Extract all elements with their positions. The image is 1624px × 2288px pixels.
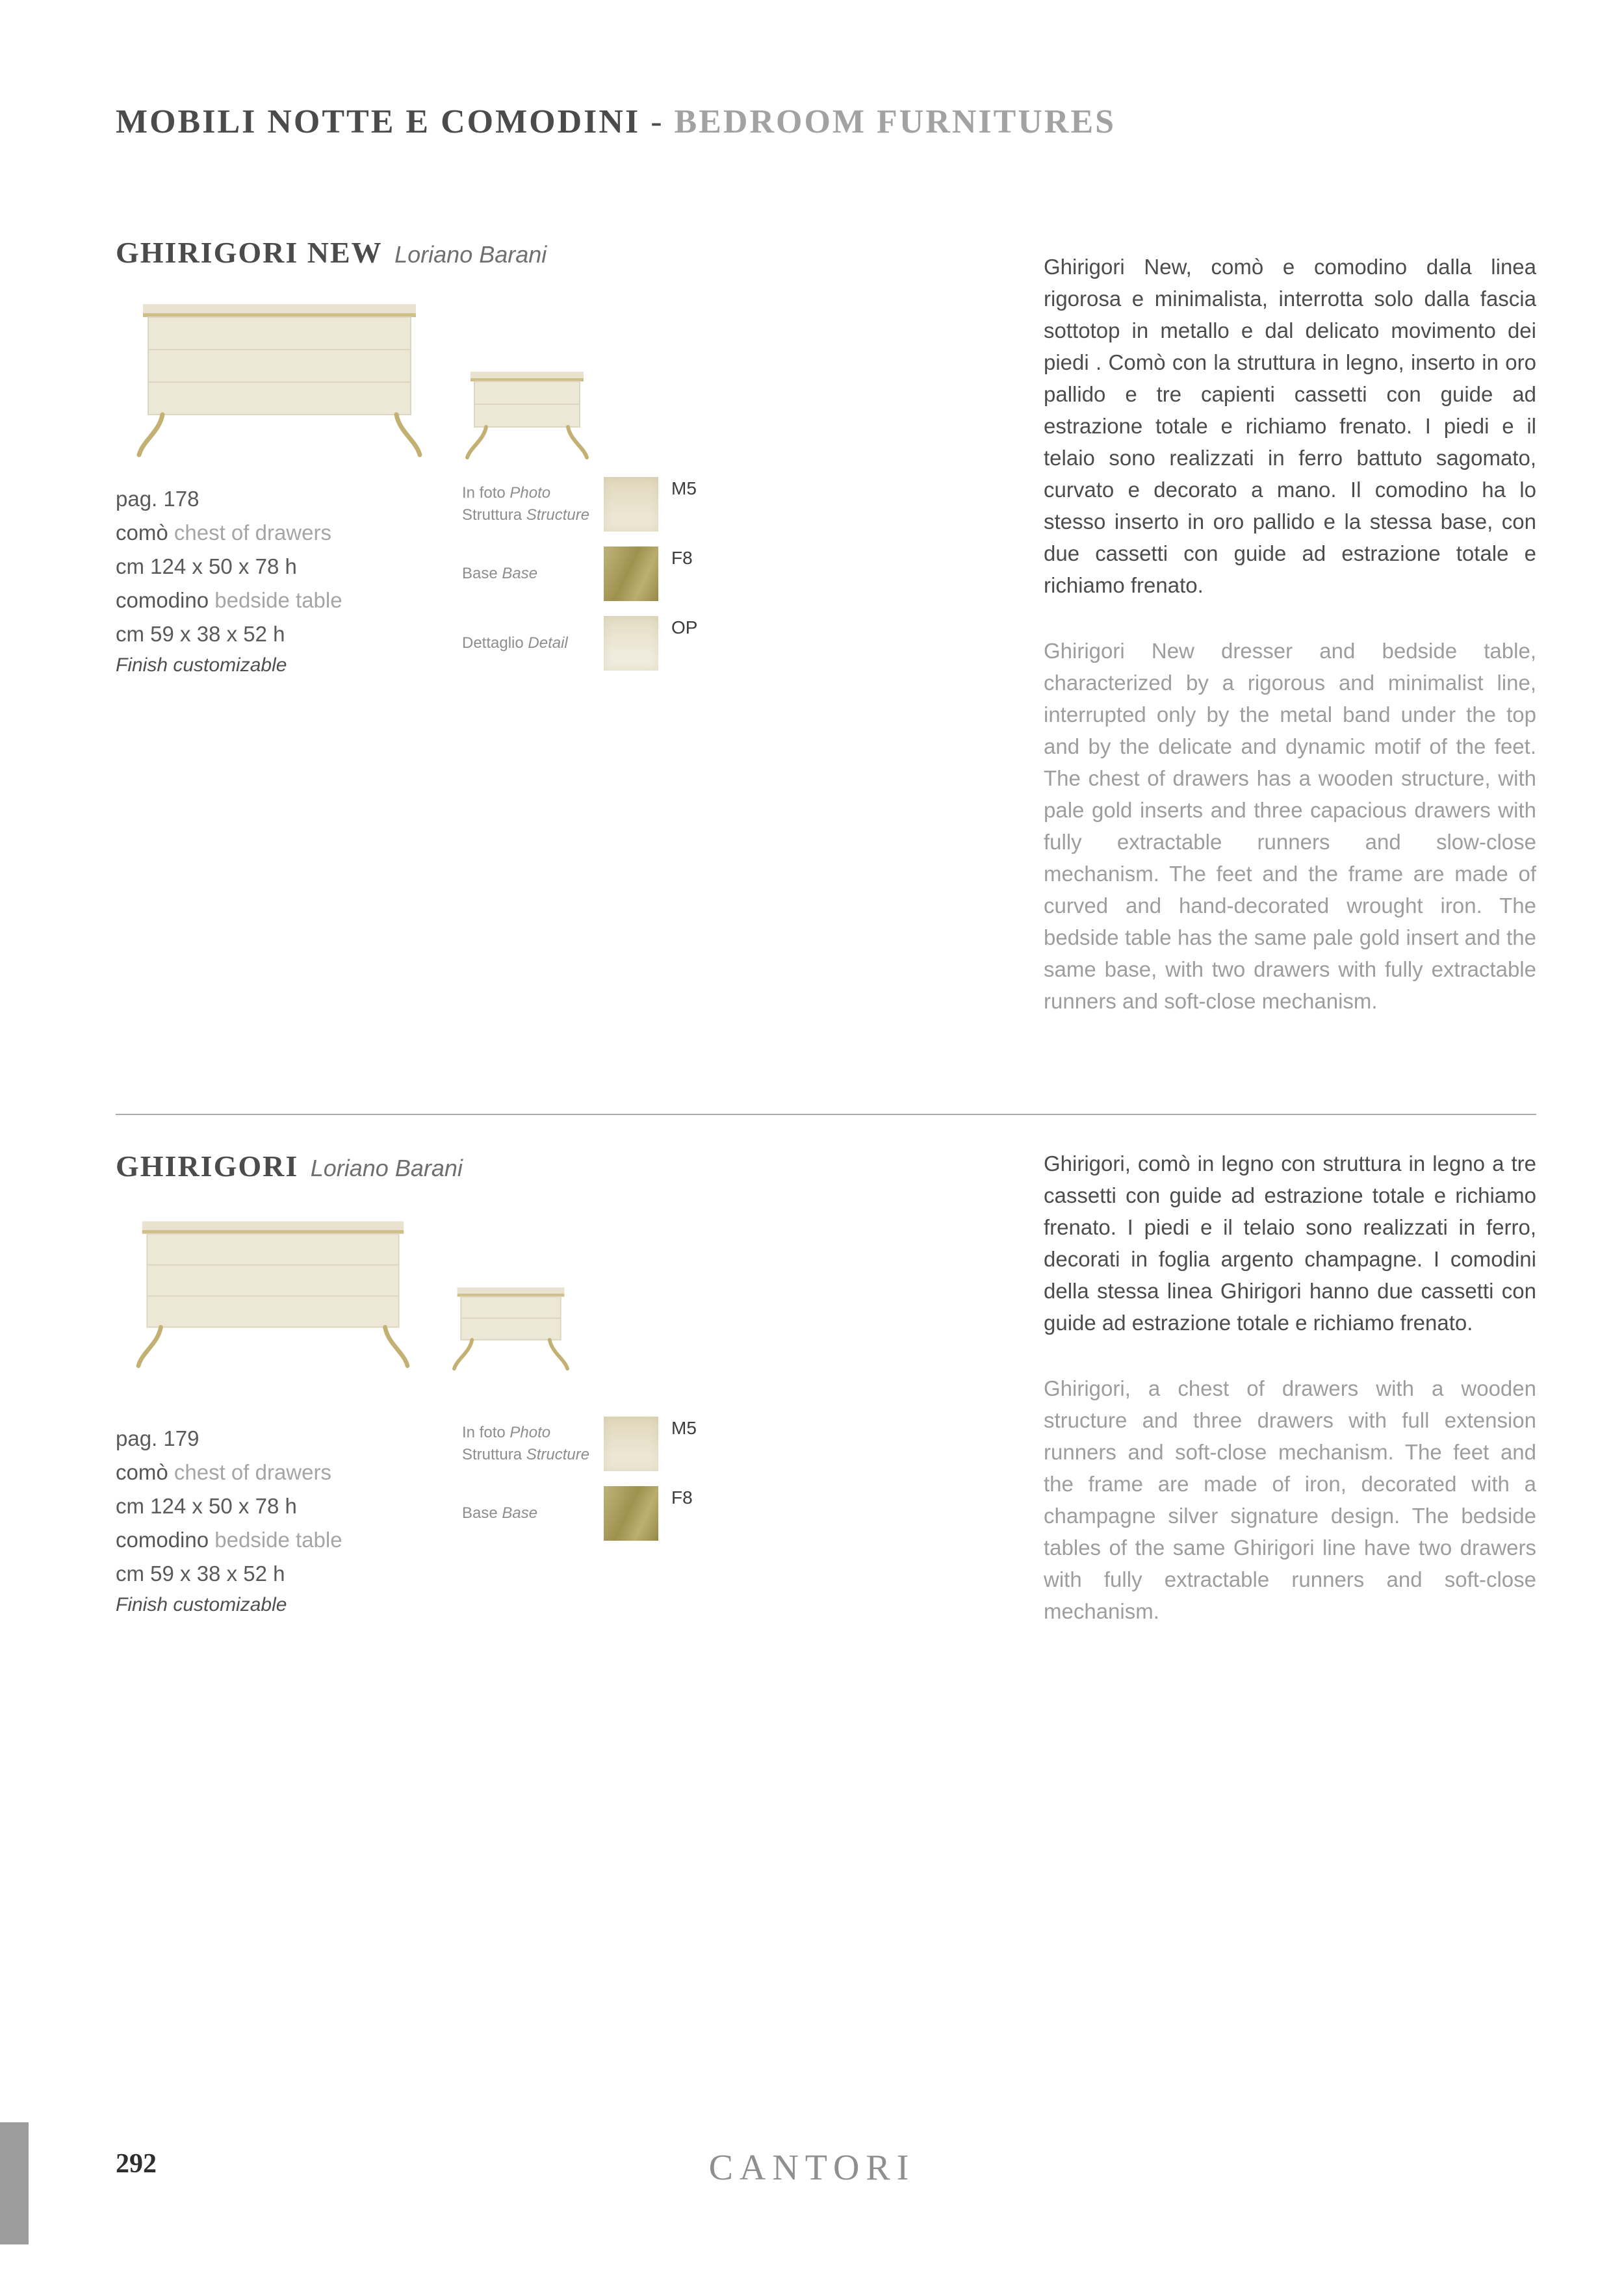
material-label-english: Base xyxy=(502,1504,538,1522)
material-row xyxy=(462,469,697,539)
page-header xyxy=(116,103,1116,141)
material-row xyxy=(462,1478,697,1548)
material-label-english: Photo xyxy=(509,483,551,502)
material-label-english: Base xyxy=(502,564,538,582)
header-title-italian: MOBILI NOTTE E COMODINI xyxy=(116,103,641,140)
item-name-english: chest of drawers xyxy=(174,1460,331,1484)
material-swatch xyxy=(604,477,658,532)
product-specs xyxy=(116,1422,342,1619)
section-title xyxy=(116,235,547,270)
material-label-english: Structure xyxy=(526,1445,590,1463)
page-reference: pag. 179 xyxy=(116,1426,200,1450)
designer-name: Loriano Barani xyxy=(310,1155,463,1181)
section-divider xyxy=(116,1114,1536,1115)
finish-note: Finish customizable xyxy=(116,1594,287,1615)
material-code: F8 xyxy=(671,548,693,568)
material-swatch xyxy=(604,616,658,671)
item-name-row xyxy=(116,516,342,550)
product-specs xyxy=(116,482,342,680)
item-name-italian: comò xyxy=(116,1460,168,1484)
description-english: Ghirigori New dresser and bedside table, characterized by a rigorous and minimalist line, interrupted only by the metal band under the top and by the delicate and dynamic motif of the feet. The chest of drawers has a wooden structure, with pale gold inserts and three capacious drawers with fully extractable runners and slow-close mechanism. The feet and the frame are made of curved and hand-decorated wrought iron. The bedside table has the same pale gold insert and the same base, with two drawers with fully extractable runners and soft-close mechanism. xyxy=(1044,639,1536,1013)
product-description xyxy=(1044,1148,1536,1661)
material-label-english: Structure xyxy=(526,506,590,524)
material-code: F8 xyxy=(671,1487,693,1508)
item-name-english: bedside table xyxy=(214,588,342,612)
material-swatch xyxy=(604,1417,658,1471)
product-description xyxy=(1044,251,1536,1051)
bedside-table-image xyxy=(459,338,595,461)
product-name: GHIRIGORI NEW xyxy=(116,236,383,269)
material-row xyxy=(462,608,697,678)
description-english: Ghirigori, a chest of drawers with a wooden structure and three drawers with full extension runners and soft-close mechanism. The feet and the frame are made of iron, decorated with a champagne silver signature design. The bedside tables of the same Ghirigori line have two drawers with fully extractable runners and soft-close mechanism. xyxy=(1044,1376,1536,1623)
section-title xyxy=(116,1149,463,1183)
material-label-italian: In foto xyxy=(462,1423,506,1441)
material-label xyxy=(462,632,604,654)
page-number: 292 xyxy=(116,2149,157,2179)
header-title-english: BEDROOM FURNITURES xyxy=(674,103,1116,140)
item-name-italian: comò xyxy=(116,521,168,545)
material-code: M5 xyxy=(671,478,697,498)
material-label xyxy=(462,1422,604,1466)
description-italian: Ghirigori New, comò e comodino dalla linea rigorosa e minimalista, interrotta solo dalla fascia sottotop in metallo e dal delicato movimento dei piedi . Comò con la struttura in legno, inserto in oro pallido e tre capienti cassetti con guide ad estrazione totale e richiamo frenato. I piedi e il telaio sono realizzati in ferro battuto sagomato, curvato e decorato a mano. Il comodino ha lo stesso inserto in oro pallido e la stessa base, con due cassetti con guide ad estrazione totale e richiamo frenato. xyxy=(1044,255,1536,597)
material-row xyxy=(462,539,697,608)
item-name-italian: comodino xyxy=(116,588,209,612)
page-reference: pag. 178 xyxy=(116,487,200,511)
item-name-row xyxy=(116,1456,342,1489)
header-separator: - xyxy=(640,103,675,140)
item-name-english: chest of drawers xyxy=(174,521,331,545)
item-name-english: bedside table xyxy=(214,1528,342,1552)
item-name-italian: comodino xyxy=(116,1528,209,1552)
product-name: GHIRIGORI xyxy=(116,1150,299,1183)
material-row xyxy=(462,1409,697,1478)
description-italian: Ghirigori, comò in legno con struttura in legno a tre cassetti con guide ad estrazione totale e richiamo frenato. I piedi e il telaio sono realizzati in ferro, decorati in foglia argento champagne. I comodini della stessa linea Ghirigori hanno due cassetti con guide ad estrazione totale e richiamo frenato. xyxy=(1044,1151,1536,1335)
material-label-english: Photo xyxy=(509,1423,551,1441)
item-name-row xyxy=(116,1523,342,1557)
material-label xyxy=(462,563,604,585)
material-label-italian: Base xyxy=(462,564,498,582)
material-swatch xyxy=(604,1486,658,1541)
brand-logo: CANTORI xyxy=(708,2148,916,2188)
item-name-row xyxy=(116,584,342,617)
material-label-italian: Dettaglio xyxy=(462,634,524,652)
chest-of-drawers-image xyxy=(123,286,435,461)
material-label-italian: Base xyxy=(462,1504,498,1522)
material-label xyxy=(462,482,604,526)
materials-legend xyxy=(462,1409,697,1548)
finish-note: Finish customizable xyxy=(116,654,287,676)
designer-name: Loriano Barani xyxy=(394,241,547,268)
material-code: M5 xyxy=(671,1418,697,1438)
bedside-table-image xyxy=(446,1255,576,1372)
material-label-english: Detail xyxy=(528,634,568,652)
item-dimensions: cm 59 x 38 x 52 h xyxy=(116,622,285,646)
product-images xyxy=(123,286,595,461)
chest-of-drawers-image xyxy=(123,1203,422,1372)
materials-legend xyxy=(462,469,697,678)
item-dimensions: cm 124 x 50 x 78 h xyxy=(116,554,297,578)
material-code: OP xyxy=(671,617,698,637)
material-label xyxy=(462,1502,604,1524)
material-swatch xyxy=(604,546,658,601)
page-edge-tab xyxy=(0,2122,29,2244)
item-dimensions: cm 59 x 38 x 52 h xyxy=(116,1562,285,1586)
material-label-italian: Struttura xyxy=(462,1445,522,1463)
item-dimensions: cm 124 x 50 x 78 h xyxy=(116,1494,297,1518)
product-images xyxy=(123,1203,576,1372)
material-label-italian: Struttura xyxy=(462,506,522,524)
material-label-italian: In foto xyxy=(462,483,506,502)
